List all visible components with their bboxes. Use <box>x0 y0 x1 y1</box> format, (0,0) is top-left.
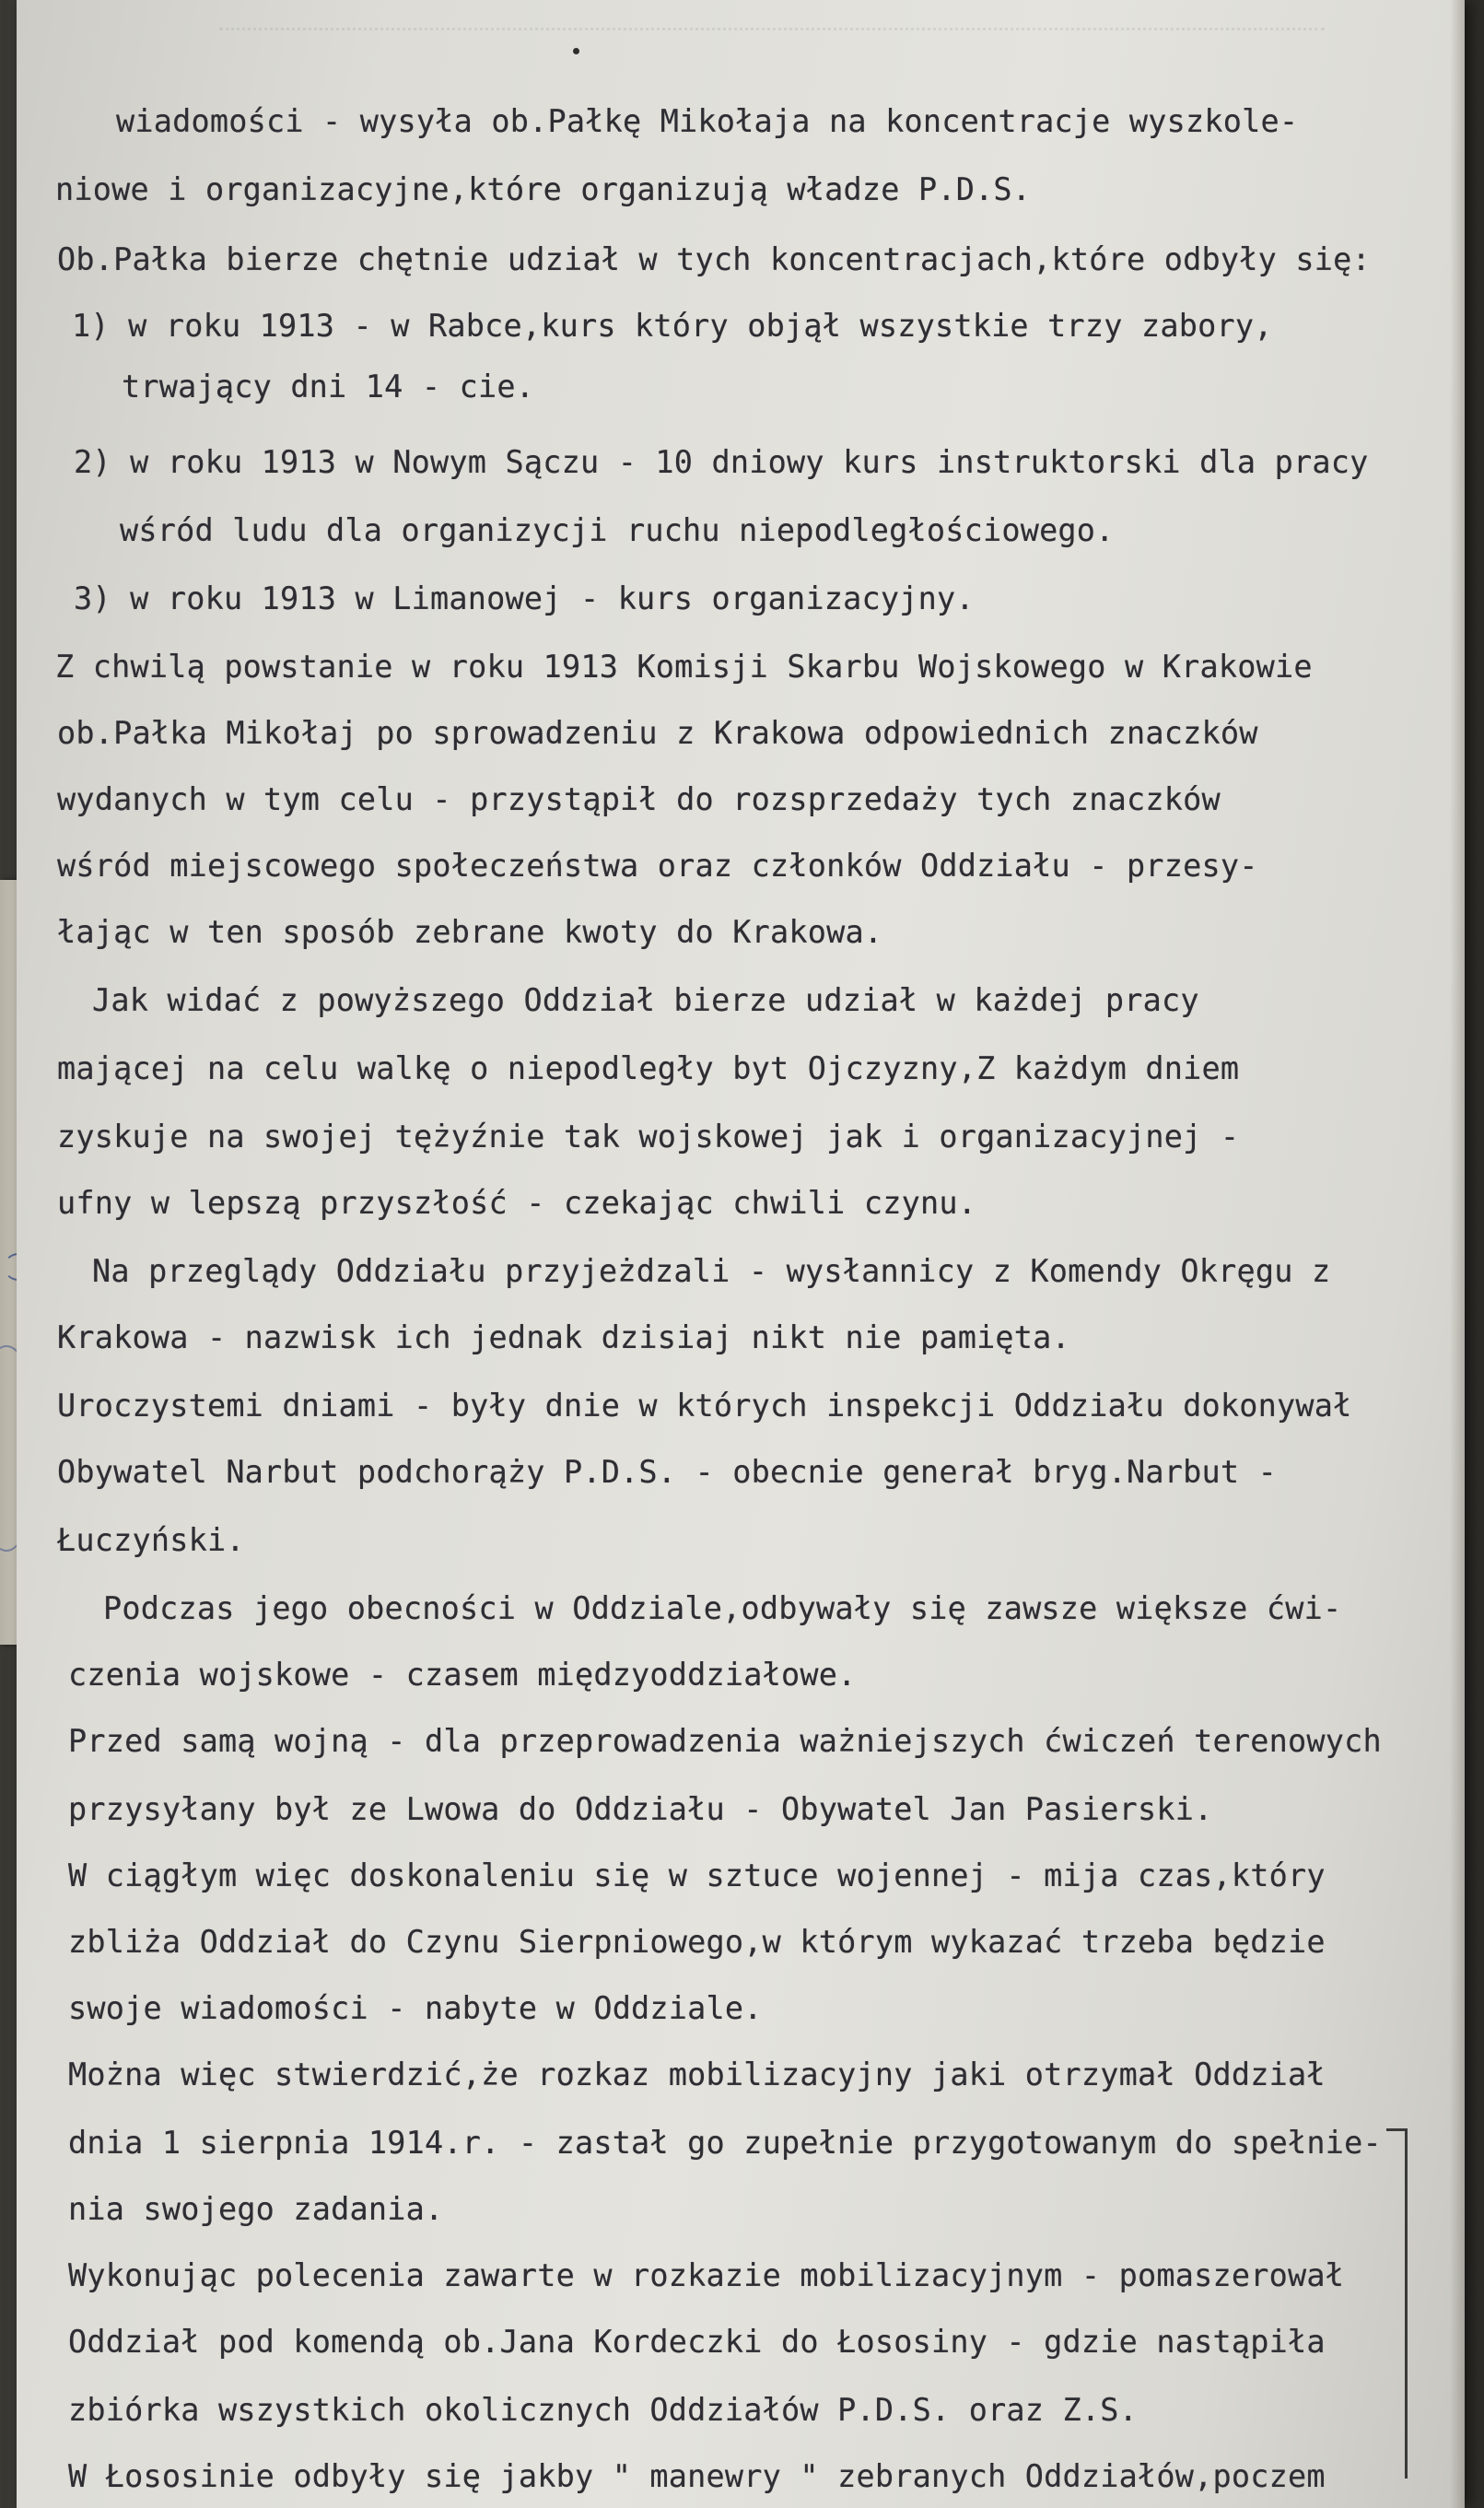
text-line: Obywatel Narbut podchorąży P.D.S. - obecnie generał bryg.Narbut - <box>57 1454 1277 1490</box>
text-line: swoje wiadomości - nabyte w Oddziale. <box>68 1990 763 2026</box>
text-line: 2) w roku 1913 w Nowym Sączu - 10 dniowy kurs instruktorski dla pracy <box>74 444 1369 480</box>
text-line: zyskuje na swojej tężyźnie tak wojskowej jak i organizacyjnej - <box>57 1119 1240 1154</box>
text-line: Można więc stwierdzić,że rozkaz mobilizacyjny jaki otrzymał Oddział <box>68 2057 1326 2092</box>
text-line: 3) w roku 1913 w Limanowej - kurs organizacyjny. <box>74 580 975 616</box>
text-line: dnia 1 sierpnia 1914.r. - zastał go zupełnie przygotowanym do spełnie- <box>68 2125 1382 2161</box>
text-line: Na przeglądy Oddziału przyjeżdzali - wysłannicy z Komendy Okręgu z <box>92 1253 1331 1289</box>
text-line: Wykonując polecenia zawarte w rozkazie mobilizacyjnym - pomaszerował <box>68 2257 1345 2293</box>
text-line: wiadomości - wysyła ob.Pałkę Mikołaja na koncentracje wyszkole- <box>116 103 1299 139</box>
text-line: Jak widać z powyższego Oddział bierze udział w każdej pracy <box>92 982 1199 1018</box>
text-line: wydanych w tym celu - przystąpił do rozsprzedaży tych znaczków <box>57 781 1221 817</box>
text-line: Ob.Pałka bierze chętnie udział w tych koncentracjach,które odbyły się: <box>57 241 1371 277</box>
text-line: nia swojego zadania. <box>68 2191 444 2227</box>
text-line: Krakowa - nazwisk ich jednak dzisiaj nikt nie pamięta. <box>57 1319 1070 1355</box>
text-line: 1) w roku 1913 - w Rabce,kurs który objął wszystkie trzy zabory, <box>72 308 1273 344</box>
text-line: Oddział pod komendą ob.Jana Kordeczki do Łososiny - gdzie nastąpiła <box>68 2324 1326 2360</box>
text-line: wśród ludu dla organizycji ruchu niepodległościowego. <box>120 512 1115 548</box>
text-line: zbliża Oddział do Czynu Sierpniowego,w którym wykazać trzeba będzie <box>68 1924 1326 1960</box>
text-line: niowe i organizacyjne,które organizują władze P.D.S. <box>55 171 1032 207</box>
text-line: zbiórka wszystkich okolicznych Oddziałów P.D.S. oraz Z.S. <box>68 2392 1139 2428</box>
text-line: Uroczystemi dniami - były dnie w których inspekcji Oddziału dokonywał <box>57 1388 1352 1424</box>
text-line: ob.Pałka Mikołaj po sprowadzeniu z Krakowa odpowiednich znaczków <box>57 715 1258 751</box>
text-line: ufny w lepszą przyszłość - czekając chwili czynu. <box>57 1185 977 1221</box>
text-line: mającej na celu walkę o niepodległy byt Ojczyzny,Z każdym dniem <box>57 1050 1240 1086</box>
text-line: W ciągłym więc doskonaleniu się w sztuce wojennej - mija czas,który <box>68 1858 1326 1893</box>
text-line: czenia wojskowe - czasem międzyoddziałowe. <box>68 1657 857 1693</box>
text-line: Podczas jego obecności w Oddziale,odbywały się zawsze większe ćwi- <box>103 1590 1342 1626</box>
text-line: Z chwilą powstanie w roku 1913 Komisji Skarbu Wojskowego w Krakowie <box>55 649 1313 685</box>
text-line: wśród miejscowego społeczeństwa oraz członków Oddziału - przesy- <box>57 848 1258 884</box>
text-line: W Łososinie odbyły się jakby " manewry " zebranych Oddziałów,poczem <box>68 2458 1326 2494</box>
text-line: Łuczyński. <box>57 1522 245 1558</box>
text-line: łając w ten sposób zebrane kwoty do Krakowa. <box>57 914 883 950</box>
text-line: trwający dni 14 - cie. <box>122 369 535 404</box>
text-line: przysyłany był ze Lwowa do Oddziału - Obywatel Jan Pasierski. <box>68 1791 1213 1827</box>
text-line: Przed samą wojną - dla przeprowadzenia ważniejszych ćwiczeń terenowych <box>68 1723 1382 1759</box>
